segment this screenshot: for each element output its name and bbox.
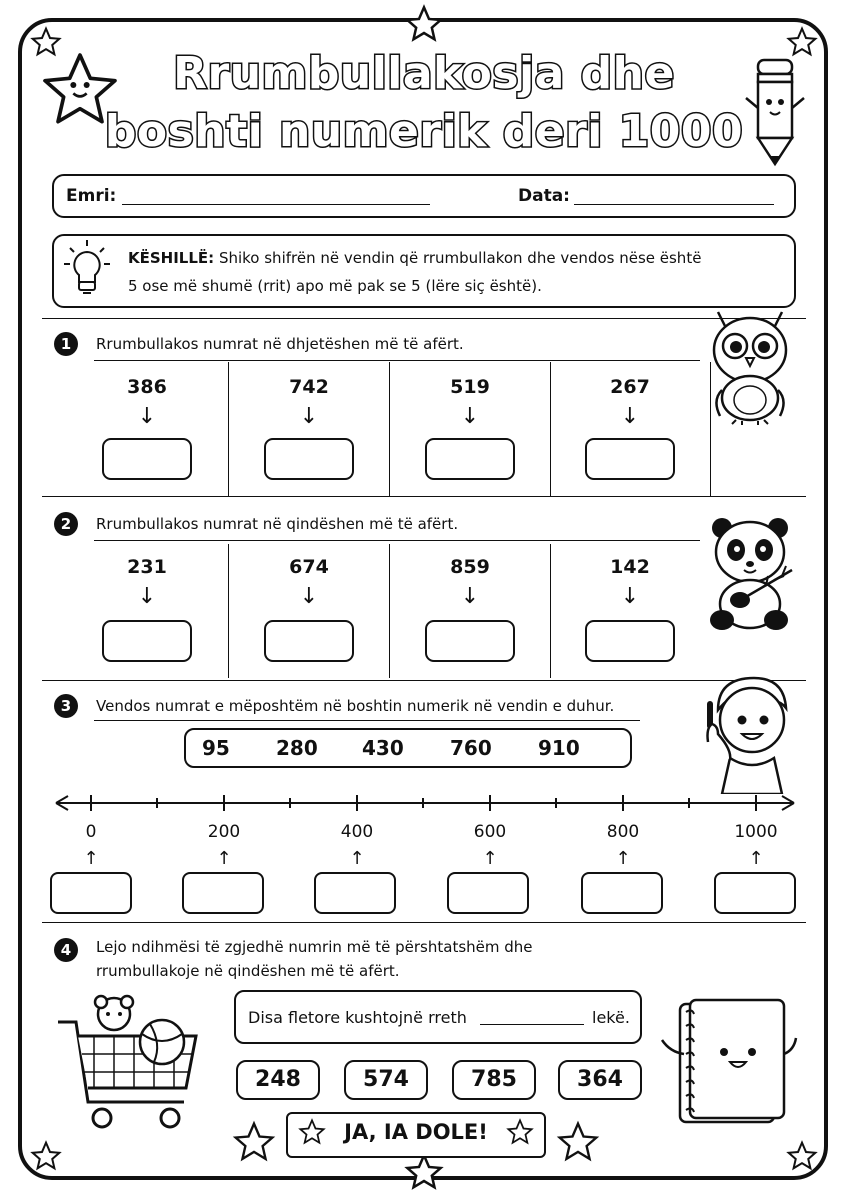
panda-icon bbox=[704, 514, 800, 634]
name-field[interactable] bbox=[122, 204, 430, 205]
number-line-answer-box[interactable] bbox=[314, 872, 396, 914]
axis-label: 200 bbox=[207, 822, 241, 842]
answer-box[interactable] bbox=[264, 438, 354, 480]
axis-label: 1000 bbox=[734, 822, 778, 842]
number-line-answer-box[interactable] bbox=[447, 872, 529, 914]
q1-number: 267 bbox=[610, 376, 650, 398]
question-number-2: 2 bbox=[54, 512, 78, 536]
down-arrow-icon: ↓ bbox=[299, 584, 319, 609]
choice-option[interactable]: 574 bbox=[344, 1060, 428, 1100]
question-3-text: Vendos numrat e mëposhtëm në boshtin numerik në vendin e duhur. bbox=[96, 697, 615, 715]
name-date-bar bbox=[52, 174, 796, 218]
question-2-text: Rrumbullakos numrat në qindëshen më të afërt. bbox=[96, 515, 459, 533]
axis-label: 0 bbox=[85, 822, 97, 842]
star-icon bbox=[232, 1120, 276, 1164]
down-arrow-icon: ↓ bbox=[299, 404, 319, 429]
bank-number: 430 bbox=[362, 736, 404, 760]
number-line-answer-box[interactable] bbox=[581, 872, 663, 914]
sentence-blank[interactable] bbox=[480, 1024, 584, 1025]
date-label: Data: bbox=[518, 186, 570, 206]
number-line-answer-box[interactable] bbox=[182, 872, 264, 914]
star-icon bbox=[298, 1118, 326, 1146]
sentence-before: Disa fletore kushtojnë rreth bbox=[248, 1008, 467, 1027]
answer-box[interactable] bbox=[425, 620, 515, 662]
bank-number: 280 bbox=[276, 736, 318, 760]
number-line-answer-box[interactable] bbox=[714, 872, 796, 914]
choice-option[interactable]: 364 bbox=[558, 1060, 642, 1100]
bank-number: 910 bbox=[538, 736, 580, 760]
down-arrow-icon: ↓ bbox=[620, 404, 640, 429]
question-4-line2: rrumbullakoje në qindëshen më të afërt. bbox=[96, 962, 400, 980]
up-arrow-icon: ↑ bbox=[349, 848, 365, 869]
tip-line2: 5 ose më shumë (rrit) apo më pak se 5 (lëre siç është). bbox=[128, 277, 542, 295]
footer-banner-text: JA, IA DOLE! bbox=[344, 1120, 488, 1144]
star-icon bbox=[30, 1140, 62, 1172]
axis-label: 800 bbox=[606, 822, 640, 842]
question-underline bbox=[94, 720, 640, 721]
shopping-cart-icon bbox=[54, 994, 204, 1134]
star-icon bbox=[404, 1152, 444, 1192]
star-icon bbox=[786, 1140, 818, 1172]
star-icon bbox=[556, 1120, 600, 1164]
down-arrow-icon: ↓ bbox=[460, 584, 480, 609]
choice-option[interactable]: 785 bbox=[452, 1060, 536, 1100]
number-line-answer-box[interactable] bbox=[50, 872, 132, 914]
star-icon bbox=[404, 4, 444, 44]
answer-box[interactable] bbox=[585, 620, 675, 662]
question-number-4: 4 bbox=[54, 938, 78, 962]
q2-number: 142 bbox=[610, 556, 650, 578]
up-arrow-icon: ↑ bbox=[83, 848, 99, 869]
tip-text bbox=[128, 244, 728, 300]
page-title-line1: Rrumbullakosja dhe bbox=[173, 48, 675, 99]
page-title-line2: boshti numerik deri 1000 bbox=[104, 106, 744, 157]
answer-box[interactable] bbox=[102, 438, 192, 480]
tip-label: KËSHILLË: bbox=[128, 249, 215, 267]
axis-label: 400 bbox=[340, 822, 374, 842]
answer-box[interactable] bbox=[102, 620, 192, 662]
number-line bbox=[52, 790, 798, 816]
question-number-1: 1 bbox=[54, 332, 78, 356]
section-divider bbox=[42, 680, 806, 681]
section-divider bbox=[42, 318, 806, 319]
boy-icon bbox=[696, 670, 800, 794]
question-1-text: Rrumbullakos numrat në dhjetëshen më të afërt. bbox=[96, 335, 464, 353]
section-divider bbox=[42, 922, 806, 923]
down-arrow-icon: ↓ bbox=[620, 584, 640, 609]
bank-number: 95 bbox=[202, 736, 230, 760]
owl-icon bbox=[704, 304, 796, 426]
question-number-3: 3 bbox=[54, 694, 78, 718]
q1-number: 742 bbox=[289, 376, 329, 398]
choice-option[interactable]: 248 bbox=[236, 1060, 320, 1100]
section-divider bbox=[42, 496, 806, 497]
down-arrow-icon: ↓ bbox=[137, 404, 157, 429]
up-arrow-icon: ↑ bbox=[216, 848, 232, 869]
down-arrow-icon: ↓ bbox=[137, 584, 157, 609]
notebook-icon bbox=[650, 996, 800, 1126]
axis-label: 600 bbox=[473, 822, 507, 842]
q2-number: 859 bbox=[450, 556, 490, 578]
date-field[interactable] bbox=[574, 204, 774, 205]
down-arrow-icon: ↓ bbox=[460, 404, 480, 429]
tip-line1: Shiko shifrën në vendin që rrumbullakon dhe vendos nëse është bbox=[218, 249, 702, 267]
q2-number: 674 bbox=[289, 556, 329, 578]
question-underline bbox=[94, 540, 700, 541]
question-4-line1: Lejo ndihmësi të zgjedhë numrin më të përshtatshëm dhe bbox=[96, 938, 533, 956]
q1-number: 386 bbox=[127, 376, 167, 398]
lightbulb-icon bbox=[62, 238, 112, 302]
answer-box[interactable] bbox=[425, 438, 515, 480]
name-label: Emri: bbox=[66, 186, 117, 206]
question-underline bbox=[94, 360, 700, 361]
up-arrow-icon: ↑ bbox=[615, 848, 631, 869]
up-arrow-icon: ↑ bbox=[482, 848, 498, 869]
up-arrow-icon: ↑ bbox=[748, 848, 764, 869]
sentence-after: lekë. bbox=[592, 1008, 630, 1027]
q1-number: 519 bbox=[450, 376, 490, 398]
star-icon bbox=[506, 1118, 534, 1146]
answer-box[interactable] bbox=[585, 438, 675, 480]
q2-number: 231 bbox=[127, 556, 167, 578]
answer-box[interactable] bbox=[264, 620, 354, 662]
bank-number: 760 bbox=[450, 736, 492, 760]
